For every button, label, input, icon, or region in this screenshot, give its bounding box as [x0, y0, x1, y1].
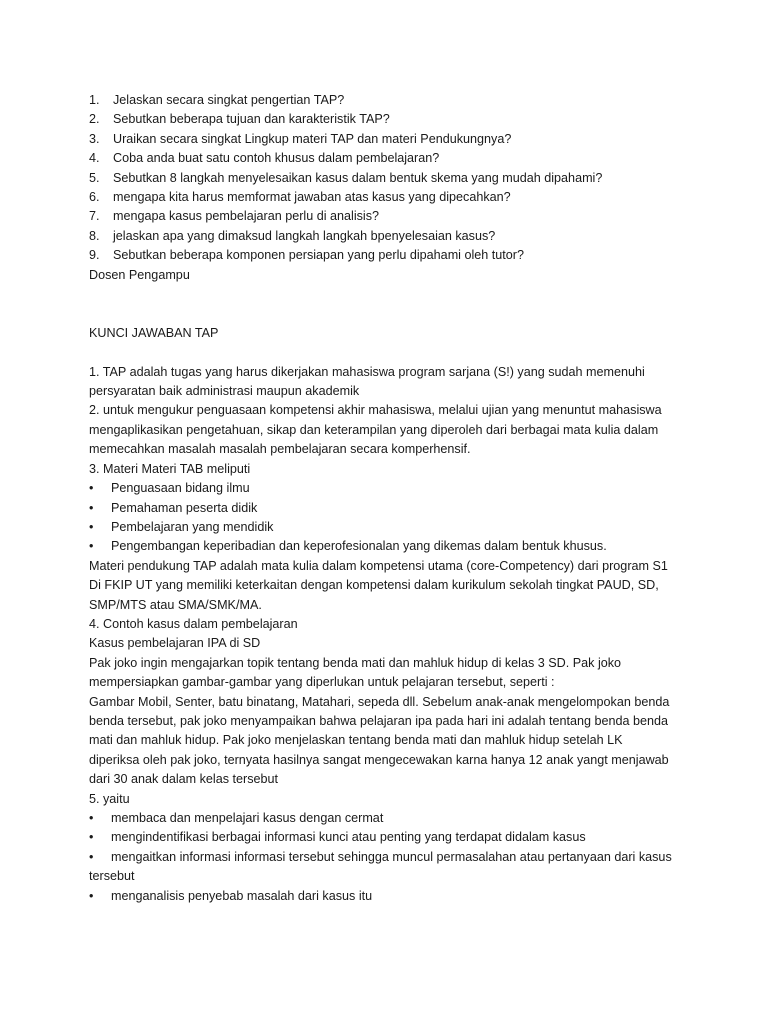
list-item: • mengaitkan informasi informasi tersebut sehingga muncul permasalahan atau pertanyaan dari kasus	[89, 849, 672, 864]
list-item: • Penguasaan bidang ilmu	[89, 481, 250, 496]
list-item: • Pengembangan keperibadian dan keperofesionalan yang dikemas dalam bentuk khusus.	[89, 539, 607, 554]
question-item: 9. Sebutkan beberapa komponen persiapan yang perlu dipahami oleh tutor?	[89, 248, 524, 263]
question-list	[89, 91, 689, 266]
answer-5: 5. yaitu • membaca dan menpelajari kasus dengan cermat • mengindentifikasi berbagai informasi kunci atau penting yang terdapat didalam kasus • mengaitkan informasi informasi tersebut sehingga muncul permasalahan atau pertanyaan dari kasus tersebut • menganalisis penyebab masalah dari kasus itu	[89, 790, 689, 906]
signature-line: Dosen Pengampu	[89, 267, 190, 282]
answer-key-title: KUNCI JAWABAN TAP	[89, 325, 219, 340]
list-item: • membaca dan menpelajari kasus dengan cermat	[89, 811, 384, 825]
question-item: 7. mengapa kasus pembelajaran perlu di analisis?	[89, 209, 380, 224]
question-item: 5. Sebutkan 8 langkah menyelesaikan kasus dalam bentuk skema yang mudah dipahami?	[89, 170, 603, 185]
list-item: • Pembelajaran yang mendidik	[89, 519, 274, 534]
question-item: 2. Sebutkan beberapa tujuan dan karakteristik TAP?	[89, 112, 390, 127]
question-item: 4. Coba anda buat satu contoh khusus dalam pembelajaran?	[89, 151, 440, 166]
answer-2: 2. untuk mengukur penguasaan kompetensi akhir mahasiswa, melalui ujian yang menuntut mahasiswa mengaplikasikan pengetahuan, sikap dan keterampilan yang diperoleh dari berbagai mata kulia dalam memecahkan masalah masalah pembelajaran secara komperhensif.	[89, 403, 662, 457]
question-item: 3. Uraikan secara singkat Lingkup materi TAP dan materi Pendukungnya?	[89, 131, 512, 146]
question-item: 6. mengapa kita harus memformat jawaban atas kasus yang dipecahkan?	[89, 190, 511, 205]
list-item: • mengindentifikasi berbagai informasi kunci atau penting yang terdapat didalam kasus	[89, 830, 586, 845]
answer-1: 1. TAP adalah tugas yang harus dikerjakan mahasiswa program sarjana (S!) yang sudah memenuhi persyaratan baik administrasi maupun akademik	[89, 364, 645, 399]
document-content	[89, 91, 689, 906]
answer-4: 4. Contoh kasus dalam pembelajaran Kasus pembelajaran IPA di SD Pak joko ingin mengajarkan topik tentang benda mati dan mahluk hidup di kelas 3 SD. Pak joko mempersiapkan gambar-gambar yang diperlukan untuk pelajaran tersebut, seperti : Gambar Mobil, Senter, batu binatang, Matahari, sepeda dll. Sebelum anak-anak mengelompokan benda benda tersebut, pak joko menyampaikan bahwa pelajaran ipa pada hari ini adalah tentang benda benda mati dan mahluk hidup. Pak joko menjelaskan tentang benda mati dan mahluk hidup setelah LK diperiksa oleh pak joko, ternyata hasilnya sangat mengecewakan karna hanya 12 anak yangt menjawab dari 30 anak dalam kelas tersebut	[89, 616, 670, 787]
question-item: 1. Jelaskan secara singkat pengertian TAP?	[89, 93, 345, 107]
list-item: • menganalisis penyebab masalah dari kasus itu	[89, 888, 373, 903]
list-item: • Pemahaman peserta didik	[89, 500, 258, 515]
question-item: 8. jelaskan apa yang dimaksud langkah langkah bpenyelesaian kasus?	[89, 228, 496, 243]
answer-3: 3. Materi Materi TAB meliputi • Penguasaan bidang ilmu • Pemahaman peserta didik • Pembelajaran yang mendidik • Pengembangan keperibadian dan keperofesionalan yang dikemas dalam bentuk khusus. Materi pendukung TAP adalah mata kulia dalam kompetensi utama (core-Competency) dari program S1 Di FKIP UT yang memiliki keterkaitan dengan kompetensi dalam kurikulum sekolah tingkat PAUD, SD, SMP/MTS atau SMA/SMK/MA.	[89, 460, 689, 615]
